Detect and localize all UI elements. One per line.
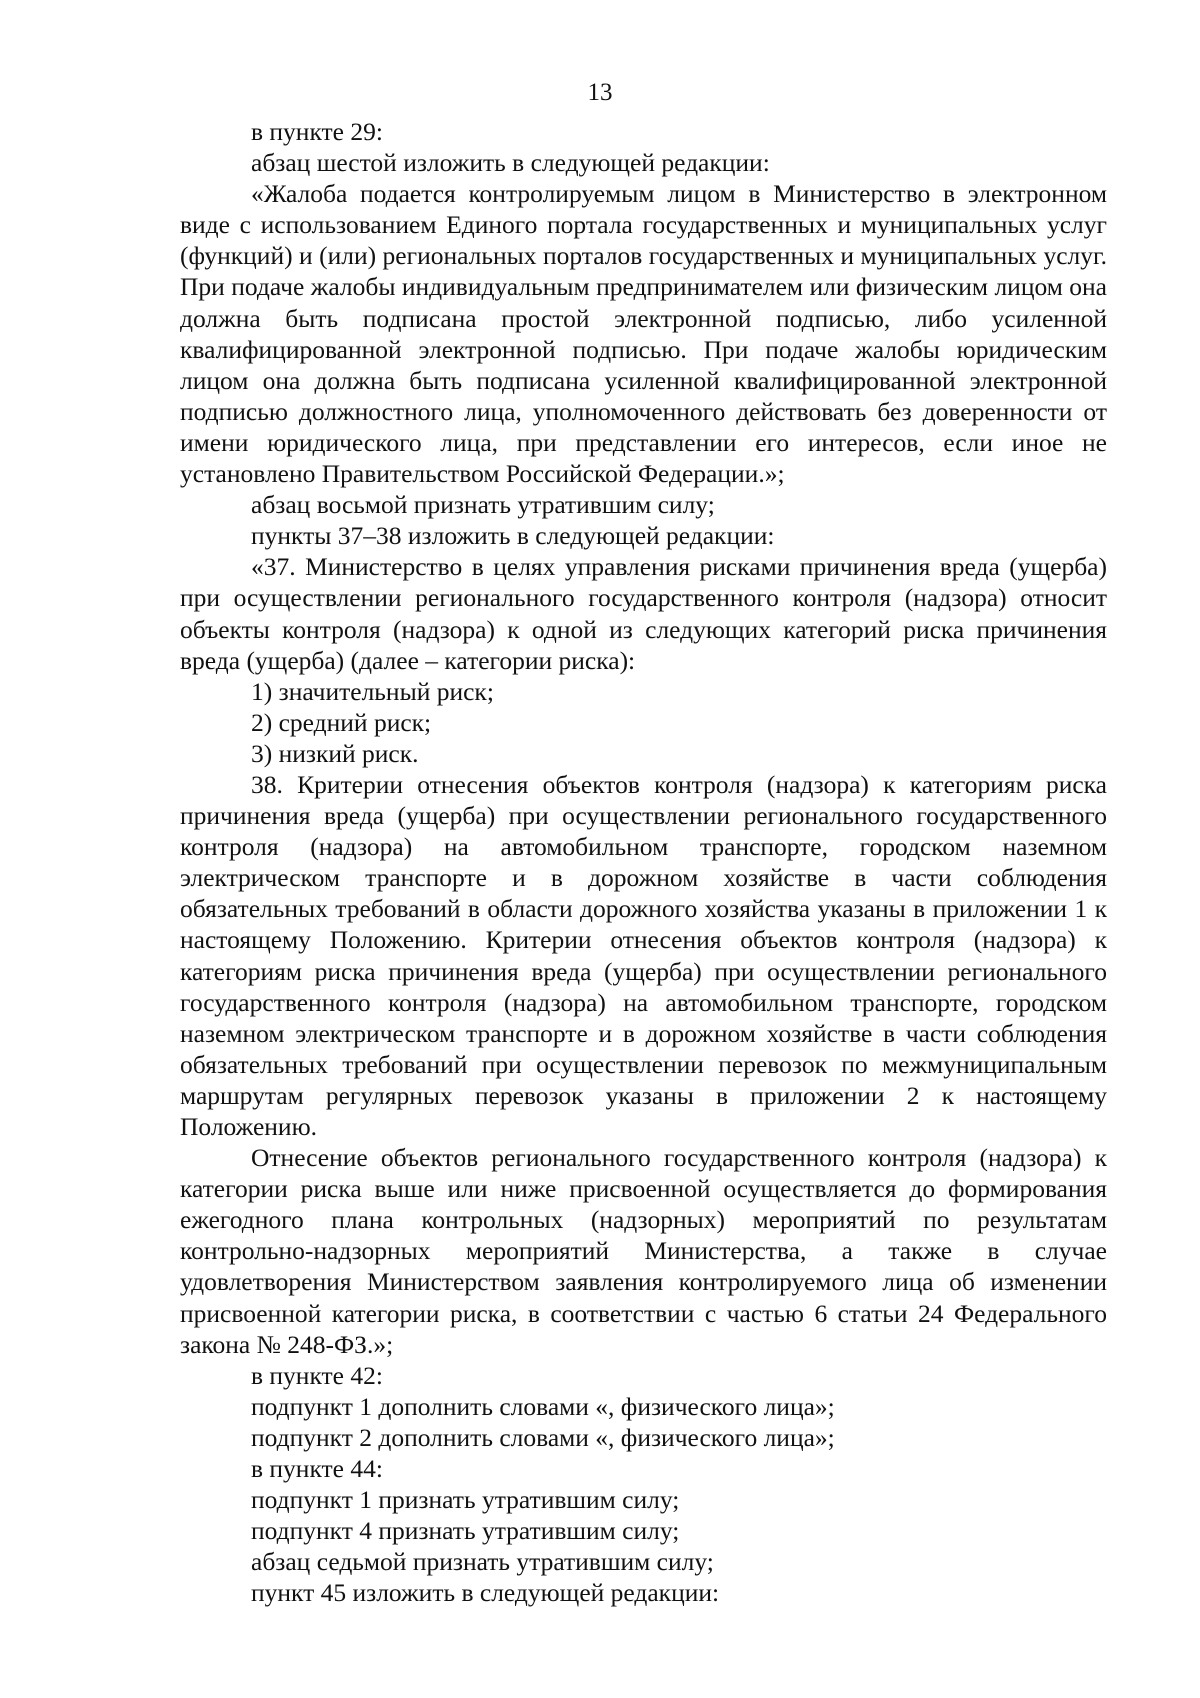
paragraph-37: «37. Министерство в целях управления рисками причинения вреда (ущерба) при осуществлении регионального государственного контроля (надзора) относит объекты контроля (надзора) к одной из следующих категорий риска причинения вреда (ущерба) (далее – категории риска): bbox=[180, 552, 1107, 675]
paragraph-sub-1-add: подпункт 1 дополнить словами «, физического лица»; bbox=[251, 1391, 835, 1421]
paragraph-7th-void: абзац седьмой признать утратившим силу; bbox=[251, 1547, 714, 1577]
page-number: 13 bbox=[587, 79, 613, 106]
paragraph-category-change: Отнесение объектов регионального государственного контроля (надзора) к категории риска выше или ниже присвоенной осуществляется до формирования ежегодного плана контрольных (надзорных) мероприятий по результатам контрольно-надзорных мероприятий Министерства, а также в случае удовлетворения Министерством заявления контролируемого лица об изменении присвоенной категории риска, в соответствии с частью 6 статьи 24 Федерального закона № 248-ФЗ.»; bbox=[180, 1143, 1107, 1359]
paragraph-sub-4-void: подпункт 4 признать утратившим силу; bbox=[251, 1516, 680, 1546]
paragraph-complaint: «Жалоба подается контролируемым лицом в Министерство в электронном виде с использованием Единого портала государственных и муниципальных услуг (функций) и (или) региональных порталов государственных и муниципальных услуг. При подаче жалобы индивидуальным предпринимателем или физическим лицом она должна быть подписана простой электронной подписью, либо усиленной квалифицированной электронной подписью. При подаче жалобы юридическим лицом она должна быть подписана усиленной квалифицированной электронной подписью должностного лица, уполномоченного действовать без доверенности от имени юридического лица, при представлении его интересов, если иное не установлено Правительством Российской Федерации.»; bbox=[180, 179, 1107, 489]
paragraph-38: 38. Критерии отнесения объектов контроля (надзора) к категориям риска причинения вреда (ущерба) при осуществлении регионального государственного контроля (надзора) на автомобильном транспорте, городском наземном электрическом транспорте и в дорожном хозяйстве в части соблюдения обязательных требований в области дорожного хозяйства указаны в приложении 1 к настоящему Положению. Критерии отнесения объектов контроля (надзора) к категориям риска причинения вреда (ущерба) при осуществлении регионального государственного контроля (надзора) на автомобильном транспорте, городском наземном электрическом транспорте и в дорожном хозяйстве в части соблюдения обязательных требований при осуществлении перевозок по межмуниципальным маршрутам регулярных перевозок указаны в приложении 2 к настоящему Положению. bbox=[180, 769, 1107, 1141]
paragraph-items-37-38: пункты 37–38 изложить в следующей редакции: bbox=[251, 521, 775, 551]
list-item-risk-medium: 2) средний риск; bbox=[251, 707, 432, 737]
paragraph-instruction-6th: абзац шестой изложить в следующей редакции: bbox=[251, 148, 770, 178]
paragraph-item-44: в пункте 44: bbox=[251, 1454, 383, 1484]
paragraph-8th-void: абзац восьмой признать утратившим силу; bbox=[251, 490, 715, 520]
paragraph-sub-2-add: подпункт 2 дополнить словами «, физического лица»; bbox=[251, 1422, 835, 1452]
document-body bbox=[180, 116, 1107, 1609]
paragraph-item-29: в пункте 29: bbox=[251, 117, 383, 146]
paragraph-item-42: в пункте 42: bbox=[251, 1360, 383, 1390]
list-item-risk-low: 3) низкий риск. bbox=[251, 738, 419, 768]
paragraph-sub-1-void: подпункт 1 признать утратившим силу; bbox=[251, 1485, 680, 1515]
paragraph-item-45: пункт 45 изложить в следующей редакции: bbox=[251, 1578, 720, 1608]
list-item-risk-significant: 1) значительный риск; bbox=[251, 676, 494, 706]
